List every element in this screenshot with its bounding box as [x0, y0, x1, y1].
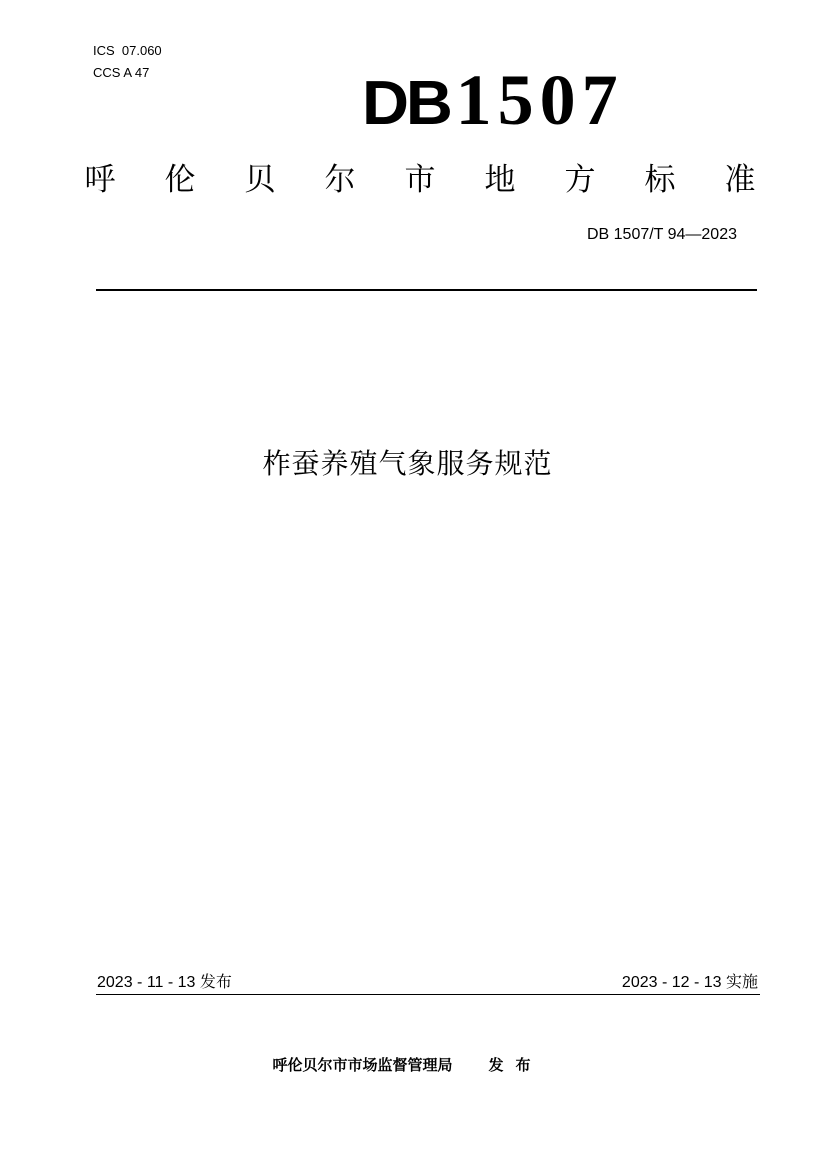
publisher-action: 发布 [488, 1056, 543, 1074]
ics-code: ICS 07.060 [93, 43, 162, 58]
standard-name-char: 尔 [324, 162, 356, 198]
standard-name-char: 呼 [84, 162, 116, 198]
standard-number: DB 1507/T 94—2023 [586, 226, 737, 243]
standard-name-char: 地 [484, 162, 516, 198]
db-logo [362, 62, 624, 138]
publish-date: 2023 - 11 - 13 发布 [97, 974, 232, 991]
publisher-org: 呼伦贝尔市市场监督管理局 [272, 1056, 453, 1074]
db-letters: DB [362, 69, 450, 138]
document-title: 柞蚕养殖气象服务规范 [262, 447, 553, 480]
footer-divider [96, 994, 760, 995]
implement-date: 2023 - 12 - 13 实施 [621, 974, 758, 991]
standard-name [80, 160, 760, 200]
standard-name-char: 标 [644, 162, 676, 198]
publisher-line [0, 1055, 815, 1075]
header-divider [96, 289, 757, 291]
standard-name-char: 准 [724, 162, 756, 198]
standard-name-char: 伦 [164, 162, 196, 198]
db-number: 1507 [455, 60, 624, 140]
ccs-code: CCS A 47 [93, 65, 150, 80]
classification-codes [93, 40, 162, 84]
standard-name-char: 贝 [244, 162, 276, 198]
standard-name-char: 市 [404, 162, 436, 198]
standard-name-char: 方 [564, 162, 596, 198]
